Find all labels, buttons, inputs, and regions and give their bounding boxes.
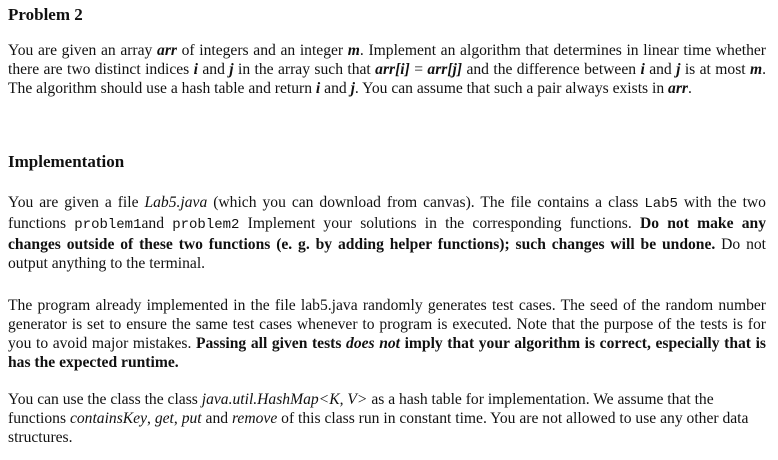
implementation-heading: Implementation xyxy=(8,152,125,171)
implementation-paragraph-2: The program already implemented in the file lab5.java randomly generates test cases. The seed of the random number generator is set to ensure the same test cases whenever to program is executed. Note that the purpose of the tests is for you to avoid major mistakes. Passing all given tests does not imply that your algorithm is correct, especially that is has the expected runtime. xyxy=(8,297,766,371)
implementation-paragraph-1: You are given a file Lab5.java (which you can download from canvas). The file contains a class Lab5 with the two functions problem1and problem2 Implement your solutions in the corresponding functions. Do not make any changes outside of these two functions (e. g. by adding helper functions); such changes will be undone. Do not output anything to the terminal. xyxy=(8,194,767,272)
problem-heading: Problem 2 xyxy=(8,5,83,24)
problem-description: You are given an array arr of integers and an integer m. Implement an algorithm that determines in linear time whether there are two distinct indices i and j in the array such that arr[i] = arr[j] and the difference between i and j is at most m. The algorithm should use a hash table and return i and j. You can assume that such a pair always exists in arr. xyxy=(8,42,767,97)
implementation-paragraph-3: You can use the class the class java.util.HashMap<K, V> as a hash table for implementation. We assume that the functions containsKey, get, put and remove of this class run in constant time. You are not allowed to use any other data structures. xyxy=(8,391,749,446)
